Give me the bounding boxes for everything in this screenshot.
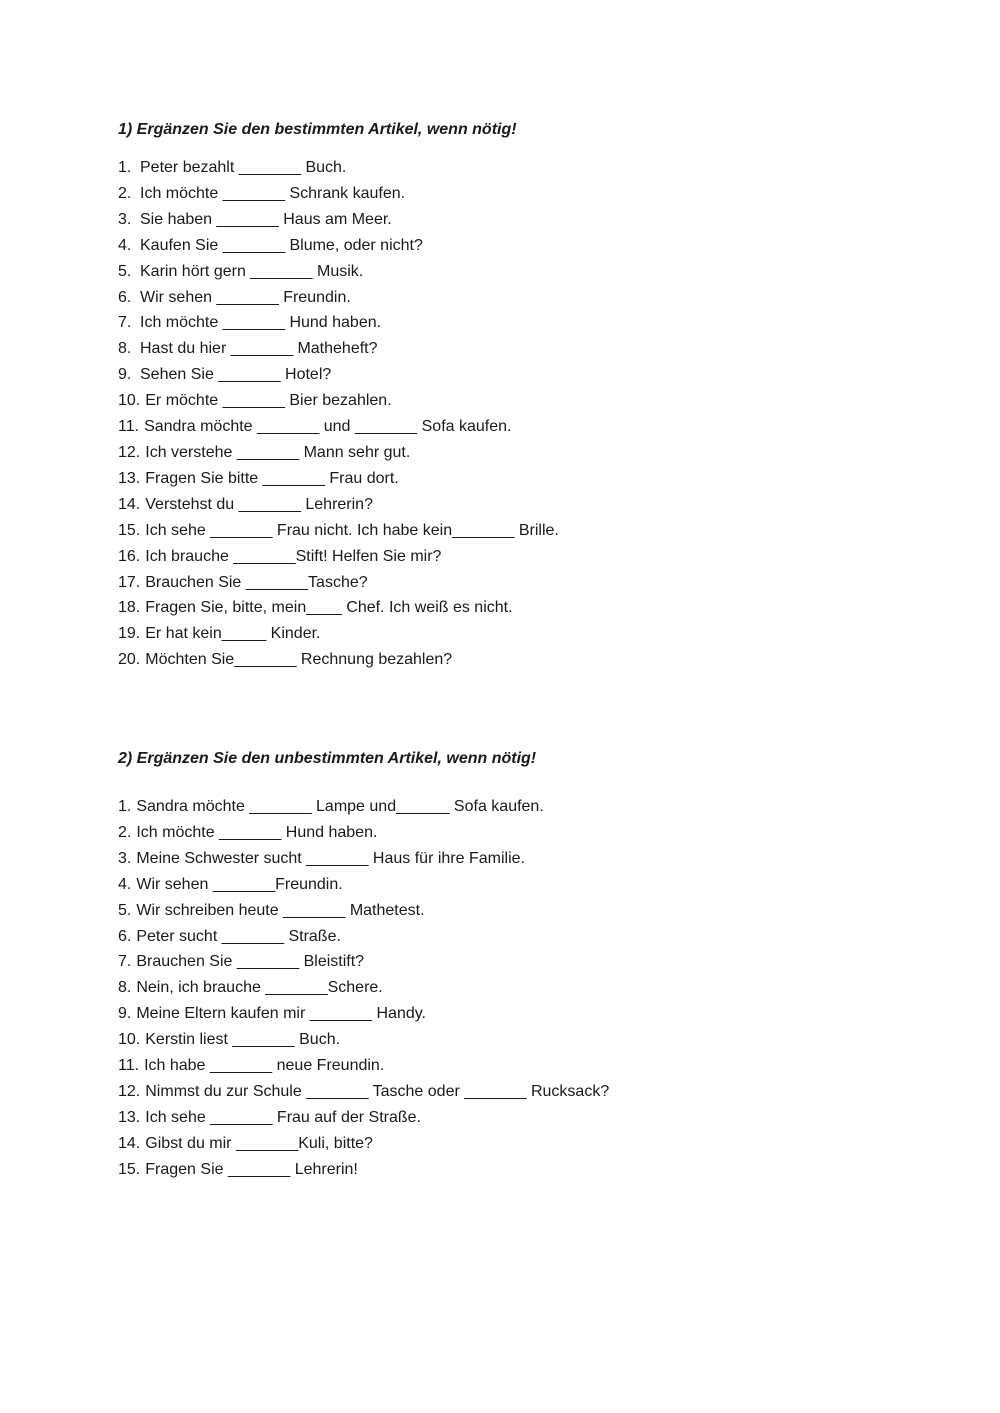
- exercise-item: [118, 647, 878, 673]
- item-sentence: Ich brauche _______Stift! Helfen Sie mir?: [145, 547, 442, 565]
- exercise-item: [118, 621, 878, 647]
- exercise-item: [118, 233, 878, 259]
- exercise-list-2: [118, 794, 878, 1183]
- exercise-item: [118, 1001, 878, 1027]
- item-sentence: Sehen Sie _______ Hotel?: [140, 366, 332, 384]
- item-sentence: Wir schreiben heute _______ Mathetest.: [136, 901, 425, 919]
- exercise-item: [118, 820, 878, 846]
- exercise-item: [118, 518, 878, 544]
- item-number: 8.: [118, 340, 132, 358]
- item-sentence: Peter bezahlt _______ Buch.: [140, 159, 347, 176]
- item-number: 5.: [118, 901, 132, 919]
- exercise-item: [118, 1079, 878, 1105]
- exercise-item: [118, 975, 878, 1001]
- item-number: 10.: [118, 1031, 141, 1049]
- exercise-item: [118, 259, 878, 285]
- exercise-item: [118, 924, 878, 950]
- item-sentence: Fragen Sie _______ Lehrerin!: [145, 1160, 358, 1178]
- item-number: 15.: [118, 1160, 141, 1178]
- item-number: 14.: [118, 1134, 141, 1152]
- item-sentence: Ich sehe _______ Frau nicht. Ich habe kein_______ Brille.: [145, 521, 559, 539]
- item-sentence: Kerstin liest _______ Buch.: [145, 1031, 341, 1049]
- item-number: 2.: [118, 184, 132, 202]
- item-sentence: Nimmst du zur Schule _______ Tasche oder _______ Rucksack?: [145, 1082, 610, 1100]
- item-sentence: Brauchen Sie _______ Bleistift?: [136, 953, 365, 971]
- item-sentence: Nein, ich brauche _______Schere.: [136, 979, 383, 997]
- item-sentence: Sie haben _______ Haus am Meer.: [140, 210, 392, 228]
- exercise-item: [118, 846, 878, 872]
- item-sentence: Ich möchte _______ Hund haben.: [140, 314, 382, 332]
- item-number: 16.: [118, 547, 141, 565]
- exercise-item: [118, 898, 878, 924]
- item-sentence: Fragen Sie bitte _______ Frau dort.: [145, 469, 399, 487]
- exercise-item: [118, 1027, 878, 1053]
- item-sentence: Karin hört gern _______ Musik.: [140, 262, 364, 280]
- item-sentence: Peter sucht _______ Straße.: [136, 927, 341, 945]
- item-sentence: Meine Schwester sucht _______ Haus für ihre Familie.: [136, 849, 525, 867]
- exercise-item: [118, 570, 878, 596]
- item-number: 19.: [118, 625, 141, 643]
- item-sentence: Ich möchte _______ Schrank kaufen.: [140, 184, 406, 202]
- item-number: 7.: [118, 953, 132, 971]
- exercise-item: [118, 440, 878, 466]
- exercise-item: [118, 285, 878, 311]
- item-sentence: Ich habe _______ neue Freundin.: [144, 1057, 385, 1075]
- item-number: 6.: [118, 288, 132, 306]
- item-number: 12.: [118, 1082, 141, 1100]
- item-number: 18.: [118, 599, 141, 617]
- item-number: 6.: [118, 927, 132, 945]
- item-sentence: Möchten Sie_______ Rechnung bezahlen?: [145, 651, 453, 669]
- exercise-item: [118, 949, 878, 975]
- item-sentence: Gibst du mir _______Kuli, bitte?: [145, 1134, 373, 1152]
- exercise-item: [118, 595, 878, 621]
- exercise-item: [118, 414, 878, 440]
- item-number: 12.: [118, 443, 141, 461]
- item-sentence: Sandra möchte _______ Lampe und______ Sofa kaufen.: [136, 798, 544, 815]
- exercise-section-1: [118, 118, 878, 673]
- item-number: 1.: [118, 798, 132, 815]
- item-number: 10.: [118, 392, 141, 410]
- item-number: 20.: [118, 651, 141, 669]
- item-number: 5.: [118, 262, 132, 280]
- item-sentence: Er möchte _______ Bier bezahlen.: [145, 392, 392, 410]
- exercise-item: [118, 466, 878, 492]
- item-number: 9.: [118, 366, 132, 384]
- exercise-heading-2: 2) Ergänzen Sie den unbestimmten Artikel, wenn nötig!: [118, 750, 537, 767]
- exercise-item: [118, 207, 878, 233]
- item-sentence: Fragen Sie, bitte, mein____ Chef. Ich weiß es nicht.: [145, 599, 513, 617]
- exercise-item: [118, 1105, 878, 1131]
- exercise-heading-1: 1) Ergänzen Sie den bestimmten Artikel, wenn nötig!: [118, 121, 517, 138]
- item-sentence: Er hat kein_____ Kinder.: [145, 625, 321, 643]
- item-sentence: Verstehst du _______ Lehrerin?: [145, 495, 373, 513]
- item-number: 3.: [118, 849, 132, 867]
- item-sentence: Wir sehen _______ Freundin.: [140, 288, 351, 306]
- exercise-item: [118, 492, 878, 518]
- item-number: 11.: [118, 1057, 140, 1075]
- item-sentence: Ich sehe _______ Frau auf der Straße.: [145, 1108, 421, 1126]
- exercise-item: [118, 544, 878, 570]
- exercise-item: [118, 794, 878, 820]
- item-number: 3.: [118, 210, 132, 228]
- exercise-item: [118, 336, 878, 362]
- item-number: 13.: [118, 469, 141, 487]
- item-number: 4.: [118, 875, 132, 893]
- item-sentence: Brauchen Sie _______Tasche?: [145, 573, 368, 591]
- item-number: 13.: [118, 1108, 141, 1126]
- item-sentence: Kaufen Sie _______ Blume, oder nicht?: [140, 236, 423, 254]
- item-number: 17.: [118, 573, 141, 591]
- item-sentence: Hast du hier _______ Matheheft?: [140, 340, 378, 358]
- item-number: 2.: [118, 823, 132, 841]
- item-sentence: Wir sehen _______Freundin.: [136, 875, 343, 893]
- exercise-item: [118, 181, 878, 207]
- exercise-item: [118, 155, 878, 181]
- item-number: 15.: [118, 521, 141, 539]
- exercise-item: [118, 310, 878, 336]
- exercise-list-1: [118, 155, 878, 673]
- item-number: 9.: [118, 1005, 132, 1023]
- item-sentence: Sandra möchte _______ und _______ Sofa kaufen.: [144, 418, 512, 436]
- item-number: 8.: [118, 979, 132, 997]
- item-number: 7.: [118, 314, 132, 332]
- exercise-item: [118, 362, 878, 388]
- item-number: 14.: [118, 495, 141, 513]
- exercise-section-2: [118, 747, 878, 1183]
- item-number: 1.: [118, 159, 132, 176]
- item-sentence: Meine Eltern kaufen mir _______ Handy.: [136, 1005, 426, 1023]
- item-number: 11.: [118, 418, 140, 436]
- item-sentence: Ich verstehe _______ Mann sehr gut.: [145, 443, 411, 461]
- item-sentence: Ich möchte _______ Hund haben.: [136, 823, 378, 841]
- exercise-item: [118, 1053, 878, 1079]
- item-number: 4.: [118, 236, 132, 254]
- exercise-item: [118, 1157, 878, 1183]
- exercise-item: [118, 872, 878, 898]
- exercise-item: [118, 388, 878, 414]
- exercise-item: [118, 1131, 878, 1157]
